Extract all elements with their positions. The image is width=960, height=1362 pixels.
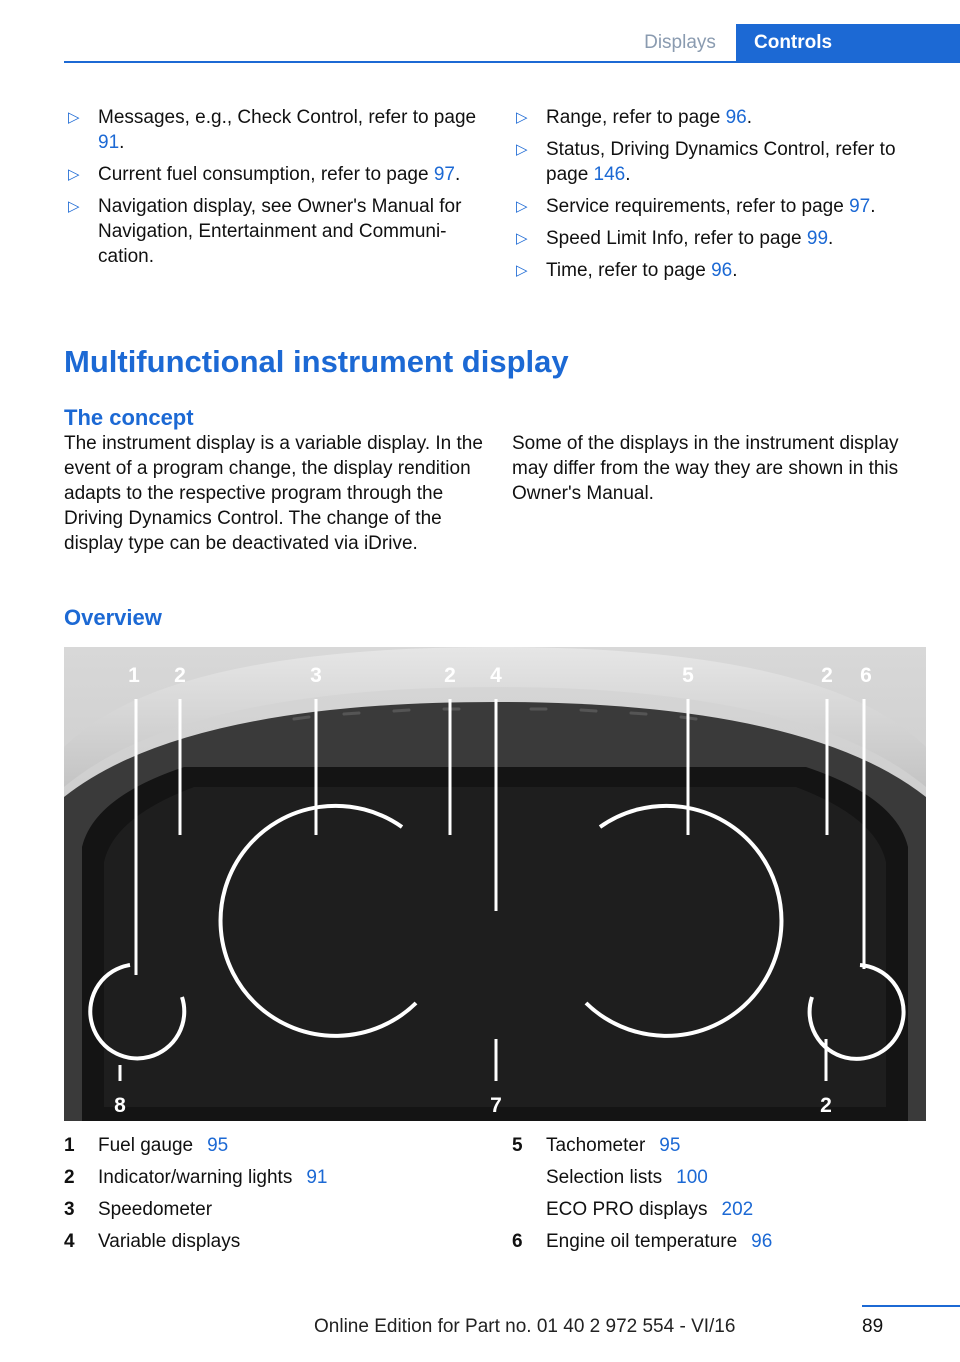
page-link[interactable]: 91 (98, 132, 120, 153)
list-item: ▷ Speed Limit Info, refer to page 99. (516, 228, 834, 249)
section-tab[interactable]: Displays (644, 32, 716, 53)
page-link[interactable]: 91 (306, 1167, 328, 1188)
header-rule (64, 61, 960, 63)
page-number: 89 (862, 1316, 884, 1337)
callout-6: 6 (860, 664, 872, 687)
page-title: Multifunctional instrument display (64, 344, 569, 379)
page-link[interactable]: 95 (207, 1135, 229, 1156)
concept-heading: The concept (64, 405, 194, 430)
page-link[interactable]: 202 (721, 1199, 754, 1220)
page-link[interactable]: 146 (593, 164, 626, 185)
overview-heading: Overview (64, 605, 162, 630)
list-item: ▷ Messages, e.g., Check Control, refer to page 91. (68, 107, 477, 153)
page-link[interactable]: 99 (806, 228, 829, 249)
legend-item: ECO PRO displays 202 (512, 1194, 932, 1226)
bullets-right-column (512, 105, 932, 290)
instrument-cluster-figure (64, 647, 926, 1121)
list-item: ▷ Service requirements, refer to page 97. (516, 196, 876, 217)
instrument-cluster-illustration (64, 647, 926, 1121)
triangle-bullet-icon: ▷ (68, 109, 80, 126)
triangle-bullet-icon: ▷ (516, 141, 528, 158)
concept-text-left: The instrument display is a variable display. In the event of a program change, the display rendition adapts to the respective program through the Driving Dynamics Control. The change of the display type can be deactivated via iDrive. (64, 433, 483, 554)
list-item: ▷ Current fuel consumption, refer to page 97. (68, 164, 461, 185)
callout-1: 1 (128, 664, 140, 687)
chapter-tab[interactable]: Controls (736, 24, 960, 62)
concept-text-right: Some of the displays in the instrument display may differ from the way they are shown in this Owner's Manual. (512, 433, 899, 504)
legend-left (64, 1130, 484, 1258)
legend-item: 5 Tachometer 95 (512, 1130, 932, 1162)
triangle-bullet-icon: ▷ (516, 109, 528, 126)
legend-item: 1 Fuel gauge 95 (64, 1130, 484, 1162)
legend-item: 2 Indicator/warning lights 91 (64, 1162, 484, 1194)
triangle-bullet-icon: ▷ (516, 198, 528, 215)
page-link[interactable]: 97 (433, 164, 455, 185)
callout-5: 5 (682, 664, 694, 687)
page-link[interactable]: 96 (711, 260, 733, 281)
callout-2: 2 (174, 664, 186, 687)
legend-item: 4 Variable displays (64, 1231, 241, 1252)
bullets-left-column (64, 105, 484, 276)
list-item: ▷ Status, Driving Dynamics Control, refer to page 146. (516, 139, 896, 185)
legend-item: Selection lists 100 (512, 1162, 932, 1194)
callout-3: 3 (310, 664, 322, 687)
triangle-bullet-icon: ▷ (516, 230, 528, 247)
list-item: ▷ Time, refer to page 96. (516, 260, 738, 281)
callout-2: 2 (444, 664, 456, 687)
legend-item: 3 Speedometer (64, 1199, 213, 1220)
page-link[interactable]: 97 (849, 196, 871, 217)
triangle-bullet-icon: ▷ (516, 262, 528, 279)
callout-4: 4 (490, 664, 502, 687)
list-item: ▷ Range, refer to page 96. (516, 107, 752, 128)
legend-item: 6 Engine oil temperature 96 (512, 1226, 932, 1258)
callout-8: 8 (114, 1094, 126, 1117)
footer-edition: Online Edition for Part no. 01 40 2 972 554 - VI/16 (314, 1316, 736, 1337)
triangle-bullet-icon: ▷ (68, 198, 80, 215)
triangle-bullet-icon: ▷ (68, 166, 80, 183)
callout-2: 2 (820, 1094, 832, 1117)
header-tabs (624, 24, 960, 62)
page-link[interactable]: 96 (751, 1231, 773, 1252)
legend-right (512, 1130, 932, 1258)
list-item: ▷ Navigation display, see Owner's Manual for Navigation, Entertainment and Communi‐cation. (68, 196, 462, 267)
page-link[interactable]: 100 (676, 1167, 708, 1188)
page-number-rule (862, 1305, 960, 1307)
callout-2: 2 (821, 664, 833, 687)
page-link[interactable]: 96 (725, 107, 747, 128)
callout-7: 7 (490, 1094, 502, 1117)
page-link[interactable]: 95 (659, 1135, 681, 1156)
